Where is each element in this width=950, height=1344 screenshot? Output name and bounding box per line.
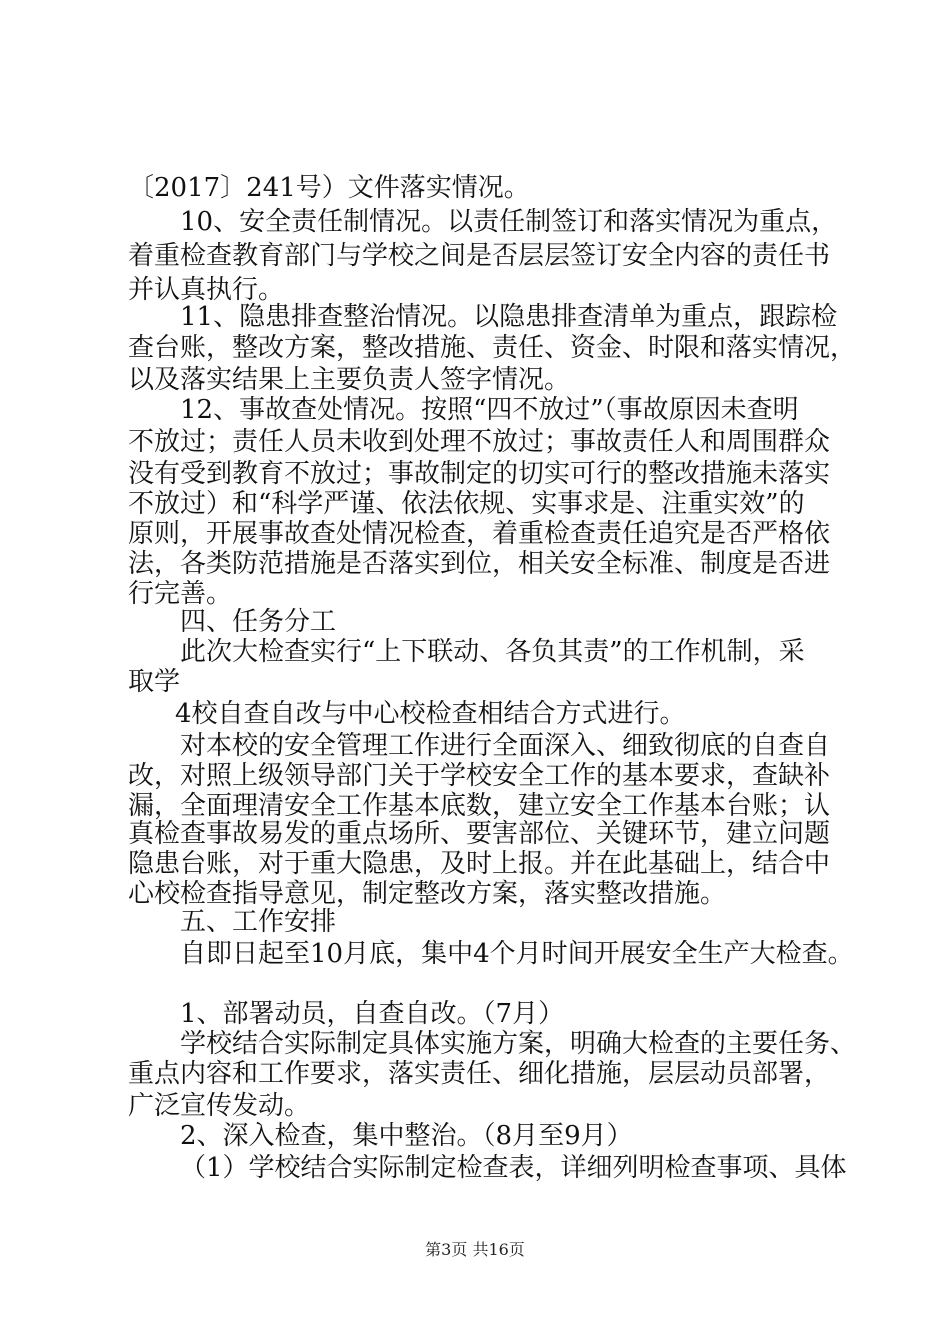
text-line: 〔2017〕241号）文件落实情况。 [128, 173, 530, 203]
text-line: 法，各类防范措施是否落实到位，相关安全标准、制度是否进 [128, 549, 831, 579]
text-line: 原则，开展事故查处情况检查，着重检查责任追究是否严格依 [128, 519, 831, 549]
text-line: 11、隐患排查整治情况。以隐患排查清单为重点，跟踪检 [180, 302, 838, 332]
text-line: 改，对照上级领导部门关于学校安全工作的基本要求，查缺补 [128, 761, 831, 791]
text-line: 自即日起至10月底，集中4个月时间开展安全生产大检查。 [180, 939, 854, 969]
subsection-heading: 2、深入检查，集中整治。（8月至9月） [180, 1121, 633, 1151]
text-line: 4校自查自改与中心校检查相结合方式进行。 [175, 699, 686, 729]
section-heading: 四、任务分工 [180, 607, 337, 637]
text-line: 学校结合实际制定具体实施方案，明确大检查的主要任务、 [180, 1029, 857, 1059]
text-line: 漏，全面理清安全工作基本底数，建立安全工作基本台账；认 [128, 791, 831, 821]
text-line: 重点内容和工作要求，落实责任、细化措施，层层动员部署， [128, 1059, 831, 1089]
text-line: 此次大检查实行“上下联动、各负其责”的工作机制，采 [180, 637, 805, 667]
text-line: 隐患台账，对于重大隐患，及时上报。并在此基础上，结合中 [128, 849, 831, 879]
text-line: 行完善。 [128, 579, 233, 609]
text-line: （1）学校结合实际制定检查表，详细列明检查事项、具体 [180, 1153, 847, 1183]
text-line: 并认真执行。 [128, 275, 285, 305]
text-line: 心校检查指导意见，制定整改方案，落实整改措施。 [128, 879, 727, 909]
text-line: 着重检查教育部门与学校之间是否层层签订安全内容的责任书 [128, 241, 831, 271]
text-line: 取学 [128, 667, 181, 697]
text-line: 真检查事故易发的重点场所、要害部位、关键环节，建立问题 [128, 819, 831, 849]
text-line: 不放过；责任人员未收到处理不放过；事故责任人和周围群众 [128, 427, 831, 457]
text-line: 12、事故查处情况。按照“四不放过”（事故原因未查明 [180, 395, 799, 425]
text-line: 不放过）和“科学严谨、依法依规、实事求是、注重实效”的 [128, 489, 805, 519]
text-line: 查台账，整改方案，整改措施、责任、资金、时限和落实情况， [128, 333, 857, 363]
section-heading: 五、工作安排 [180, 907, 337, 937]
text-line: 对本校的安全管理工作进行全面深入、细致彻底的自查自 [180, 731, 831, 761]
text-line: 以及落实结果上主要负责人签字情况。 [128, 365, 571, 395]
text-line: 10、安全责任制情况。以责任制签订和落实情况为重点， [180, 207, 838, 237]
subsection-heading: 1、部署动员，自查自改。（7月） [180, 999, 565, 1029]
text-line: 广泛宣传发动。 [128, 1091, 311, 1121]
page-number-footer: 第3页 共16页 [425, 1240, 525, 1259]
text-line: 没有受到教育不放过；事故制定的切实可行的整改措施未落实 [128, 459, 831, 489]
